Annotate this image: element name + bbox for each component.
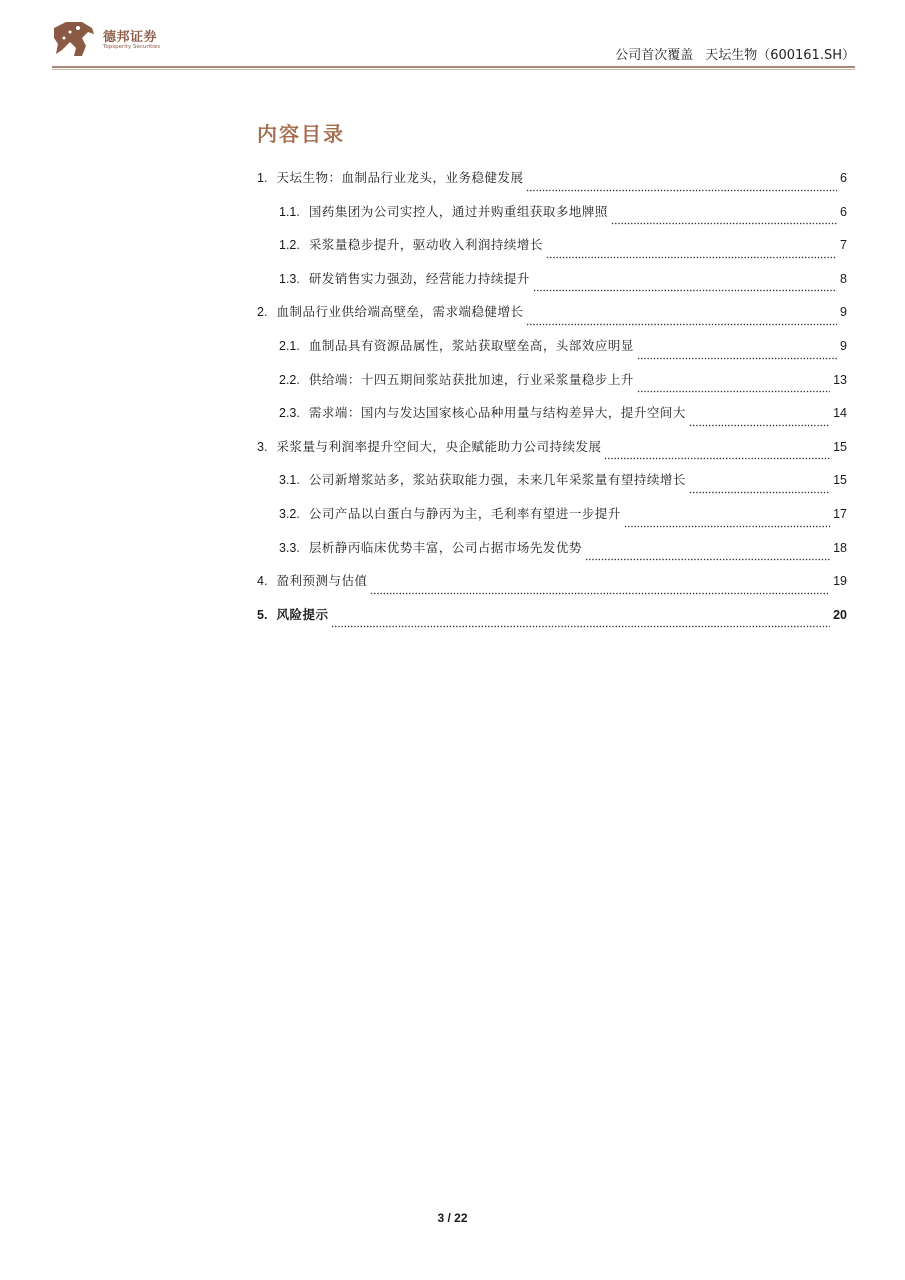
toc-dot-leader bbox=[526, 182, 837, 192]
toc-entry-number: 3.1. bbox=[279, 473, 300, 488]
toc-entry-title: 公司产品以白蛋白与静丙为主，毛利率有望进一步提升 bbox=[308, 505, 621, 521]
toc-entry-number: 2.2. bbox=[279, 372, 300, 387]
company-logo bbox=[52, 20, 182, 60]
toc-dot-leader bbox=[611, 215, 837, 225]
toc-title: 内容目录 bbox=[257, 122, 345, 146]
toc-entry-page: 15 bbox=[833, 439, 847, 454]
toc-entry[interactable] bbox=[257, 571, 847, 605]
toc-dot-leader bbox=[637, 383, 830, 393]
toc-entry-number: 3.3. bbox=[279, 540, 300, 555]
toc-entry-page: 6 bbox=[840, 204, 847, 219]
toc-dot-leader bbox=[331, 618, 830, 628]
logo-chinese-name: 德邦证券 bbox=[103, 30, 158, 45]
toc-entry-number: 1.3. bbox=[279, 271, 300, 286]
toc-entry-page: 9 bbox=[840, 305, 847, 320]
toc-entry-number: 1.2. bbox=[279, 238, 300, 253]
table-of-contents bbox=[257, 168, 847, 638]
toc-dot-leader bbox=[546, 249, 837, 259]
report-type: 公司首次覆盖 bbox=[615, 48, 694, 63]
toc-entry-title: 采浆量与利润率提升空间大，央企赋能助力公司持续发展 bbox=[276, 438, 602, 454]
toc-entry-title: 供给端：十四五期间浆站获批加速，行业采浆量稳步上升 bbox=[308, 371, 634, 387]
toc-entry[interactable] bbox=[257, 470, 847, 504]
toc-entry-title: 风险提示 bbox=[276, 606, 329, 622]
toc-entry-title: 国药集团为公司实控人，通过并购重组获取多地牌照 bbox=[308, 203, 608, 219]
header-divider-thin bbox=[52, 69, 855, 70]
toc-entry-title: 需求端：国内与发达国家核心品种用量与结构差异大，提升空间大 bbox=[308, 405, 686, 421]
toc-entry[interactable] bbox=[257, 302, 847, 336]
toc-dot-leader bbox=[624, 518, 830, 528]
toc-entry-page: 18 bbox=[833, 540, 847, 555]
toc-entry-page: 6 bbox=[840, 171, 847, 185]
toc-entry-number: 3. bbox=[257, 439, 268, 454]
company-ticker: 天坛生物（600161.SH） bbox=[705, 48, 855, 63]
toc-dot-leader bbox=[689, 484, 830, 494]
leopard-logo-icon bbox=[52, 20, 96, 58]
toc-entry-title: 盈利预测与估值 bbox=[276, 573, 368, 589]
toc-dot-leader bbox=[689, 417, 830, 427]
toc-entry-page: 13 bbox=[833, 372, 847, 387]
toc-entry[interactable] bbox=[257, 336, 847, 370]
toc-entry-page: 20 bbox=[833, 607, 847, 622]
toc-entry-page: 8 bbox=[840, 271, 847, 286]
toc-entry[interactable] bbox=[257, 269, 847, 303]
toc-entry-page: 7 bbox=[840, 238, 847, 253]
toc-entry-number: 2. bbox=[257, 305, 268, 320]
toc-dot-leader bbox=[370, 585, 830, 595]
toc-entry-page: 15 bbox=[833, 473, 847, 488]
toc-entry-title: 血制品行业供给端高壁垒，需求端稳健增长 bbox=[276, 304, 524, 320]
toc-entry[interactable] bbox=[257, 168, 847, 202]
toc-entry-title: 血制品具有资源品属性，浆站获取壁垒高，头部效应明显 bbox=[308, 337, 634, 353]
logo-english-name: Topsperity Securities bbox=[103, 44, 161, 50]
toc-dot-leader bbox=[604, 450, 830, 460]
toc-entry-number: 4. bbox=[257, 574, 268, 589]
toc-entry-number: 3.2. bbox=[279, 506, 300, 521]
toc-entry-page: 19 bbox=[833, 574, 847, 589]
toc-dot-leader bbox=[585, 551, 830, 561]
toc-entry[interactable] bbox=[257, 605, 847, 639]
page-indicator: 3 / 22 bbox=[437, 1211, 468, 1225]
toc-entry[interactable] bbox=[257, 370, 847, 404]
toc-entry-title: 研发销售实力强劲，经营能力持续提升 bbox=[308, 270, 530, 286]
toc-entry-number: 2.1. bbox=[279, 338, 300, 353]
toc-entry[interactable] bbox=[257, 202, 847, 236]
toc-entry-number: 5. bbox=[257, 607, 268, 622]
toc-entry[interactable] bbox=[257, 437, 847, 471]
toc-entry-title: 层析静丙临床优势丰富，公司占据市场先发优势 bbox=[308, 539, 582, 555]
report-header bbox=[615, 44, 855, 63]
toc-dot-leader bbox=[637, 350, 837, 360]
header-divider bbox=[52, 66, 855, 68]
toc-dot-leader bbox=[533, 282, 837, 292]
toc-entry-page: 17 bbox=[833, 506, 847, 521]
toc-entry-page: 14 bbox=[833, 406, 847, 421]
toc-dot-leader bbox=[526, 316, 837, 326]
toc-entry[interactable] bbox=[257, 538, 847, 572]
toc-entry-number: 1. bbox=[257, 171, 268, 185]
toc-entry[interactable] bbox=[257, 235, 847, 269]
toc-entry-title: 天坛生物：血制品行业龙头，业务稳健发展 bbox=[276, 170, 524, 185]
toc-entry-page: 9 bbox=[840, 338, 847, 353]
toc-entry-title: 采浆量稳步提升，驱动收入利润持续增长 bbox=[308, 237, 543, 253]
toc-entry-title: 公司新增浆站多，浆站获取能力强，未来几年采浆量有望持续增长 bbox=[308, 472, 686, 488]
toc-entry[interactable] bbox=[257, 504, 847, 538]
toc-entry-number: 1.1. bbox=[279, 204, 300, 219]
toc-entry-number: 2.3. bbox=[279, 406, 300, 421]
toc-entry[interactable] bbox=[257, 403, 847, 437]
